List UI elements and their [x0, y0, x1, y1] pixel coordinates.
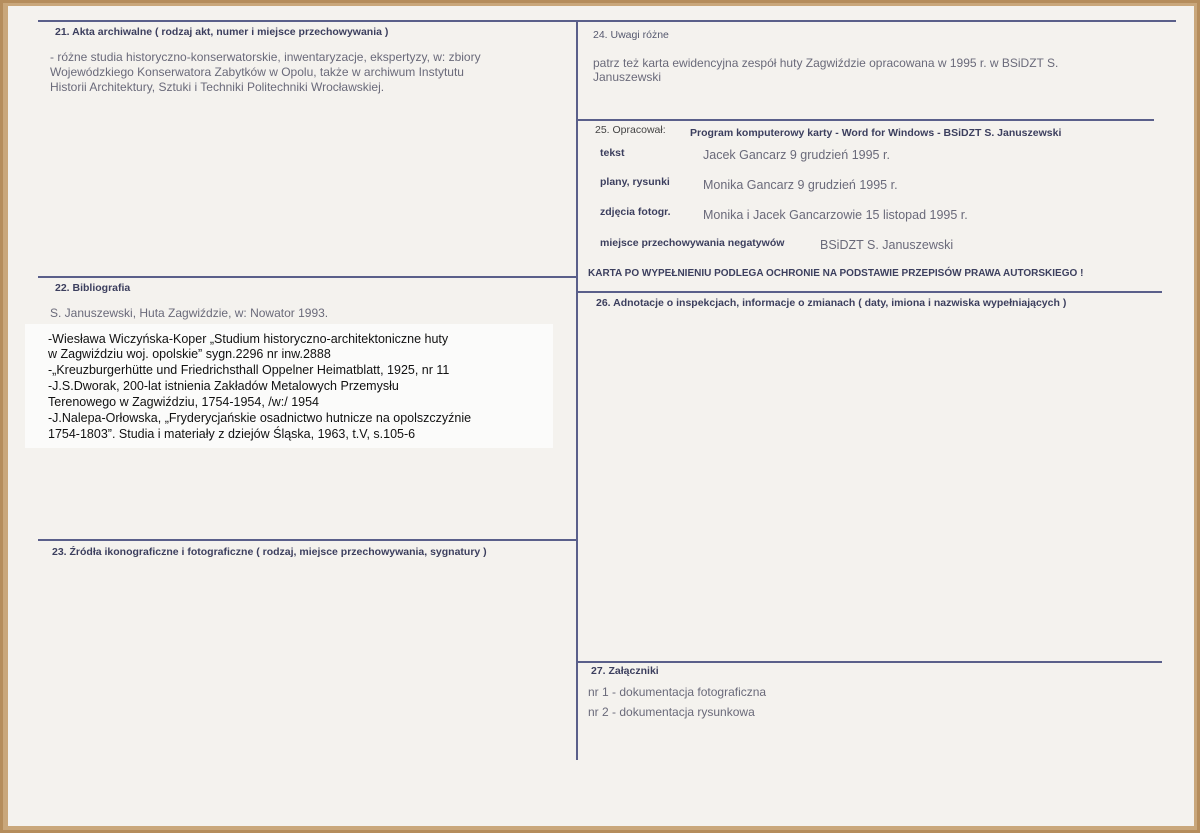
section-26-title: 26. Adnotacje o inspekcjach, informacje o zmianach ( daty, imiona i nazwiska wypełniających ) [596, 297, 1067, 309]
section-24-line-1: patrz też karta ewidencyjna zespół huty Zagwiździe opracowana w 1995 r. w BSiDZT S. [593, 56, 1059, 70]
row-label-zdjecia: zdjęcia fotogr. [600, 206, 671, 218]
section-22-title: 22. Bibliografia [55, 282, 131, 294]
section-25-title: 25. Opracował: [595, 124, 666, 136]
bibliography-line-2: w Zagwiździu woj. opolskie” sygn.2296 nr inw.2888 [48, 347, 331, 361]
bibliography-line-7: 1754-1803”. Studia i materiały z dziejów Śląska, 1963, t.V, s.105-6 [48, 427, 416, 441]
rule-vertical-divider [576, 20, 578, 760]
section-21-line-2: Wojewódzkiego Konserwatora Zabytków w Opolu, także w archiwum Instytutu [50, 65, 464, 79]
row-value-tekst: Jacek Gancarz 9 grudzień 1995 r. [703, 148, 890, 162]
attachment-item-2: nr 2 - dokumentacja rysunkowa [588, 705, 755, 719]
section-25-program: Program komputerowy karty - Word for Windows - BSiDZT S. Januszewski [690, 127, 1062, 139]
row-label-miejsce: miejsce przechowywania negatywów [600, 237, 785, 249]
row-value-plany: Monika Gancarz 9 grudzień 1995 r. [703, 178, 898, 192]
row-value-zdjecia: Monika i Jacek Gancarzowie 15 listopad 1995 r. [703, 208, 968, 222]
bibliography-line-5: Terenowego w Zagwiździu, 1754-1954, /w:/ 1954 [48, 395, 319, 409]
rule-section-27 [576, 661, 1162, 663]
section-24-line-2: Januszewski [593, 70, 662, 84]
rule-section-25 [576, 119, 1154, 121]
row-label-tekst: tekst [600, 147, 625, 159]
section-23-title: 23. Źródła ikonograficzne i fotograficzne ( rodzaj, miejsce przechowywania, sygnatury ) [52, 546, 487, 558]
bibliography-line-6: -J.Nalepa-Orłowska, „Fryderycjańskie osadnictwo hutnicze na opolszczyźnie [48, 411, 472, 425]
section-27-title: 27. Załączniki [591, 665, 659, 677]
bibliography-line-4: -J.S.Dworak, 200-lat istnienia Zakładów Metalowych Przemysłu [48, 379, 399, 393]
document-card [8, 6, 1194, 826]
section-21-title: 21. Akta archiwalne ( rodzaj akt, numer i miejsce przechowywania ) [55, 26, 389, 38]
bibliography-line-1: -Wiesława Wiczyńska-Koper „Studium historyczno-architektoniczne huty [48, 332, 449, 346]
rule-top [38, 20, 1176, 22]
rule-section-23 [38, 539, 576, 541]
rule-section-26 [576, 291, 1162, 293]
section-21-line-1: - różne studia historyczno-konserwatorskie, inwentaryzacje, ekspertyzy, w: zbiory [50, 50, 481, 64]
bibliography-line-3: -„Kreuzburgerhütte und Friedrichsthall Oppelner Heimatblatt, 1925, nr 11 [48, 363, 450, 377]
row-value-miejsce: BSiDZT S. Januszewski [820, 238, 954, 252]
section-21-line-3: Historii Architektury, Sztuki i Techniki Politechniki Wrocławskiej. [50, 80, 385, 94]
section-24-title: 24. Uwagi różne [593, 29, 669, 41]
attachment-item-1: nr 1 - dokumentacja fotograficzna [588, 685, 767, 699]
rule-section-22 [38, 276, 576, 278]
row-label-plany: plany, rysunki [600, 176, 670, 188]
section-22-first-line: S. Januszewski, Huta Zagwiździe, w: Nowator 1993. [50, 306, 329, 320]
copyright-notice: KARTA PO WYPEŁNIENIU PODLEGA OCHRONIE NA PODSTAWIE PRZEPISÓW PRAWA AUTORSKIEGO ! [588, 268, 1084, 279]
